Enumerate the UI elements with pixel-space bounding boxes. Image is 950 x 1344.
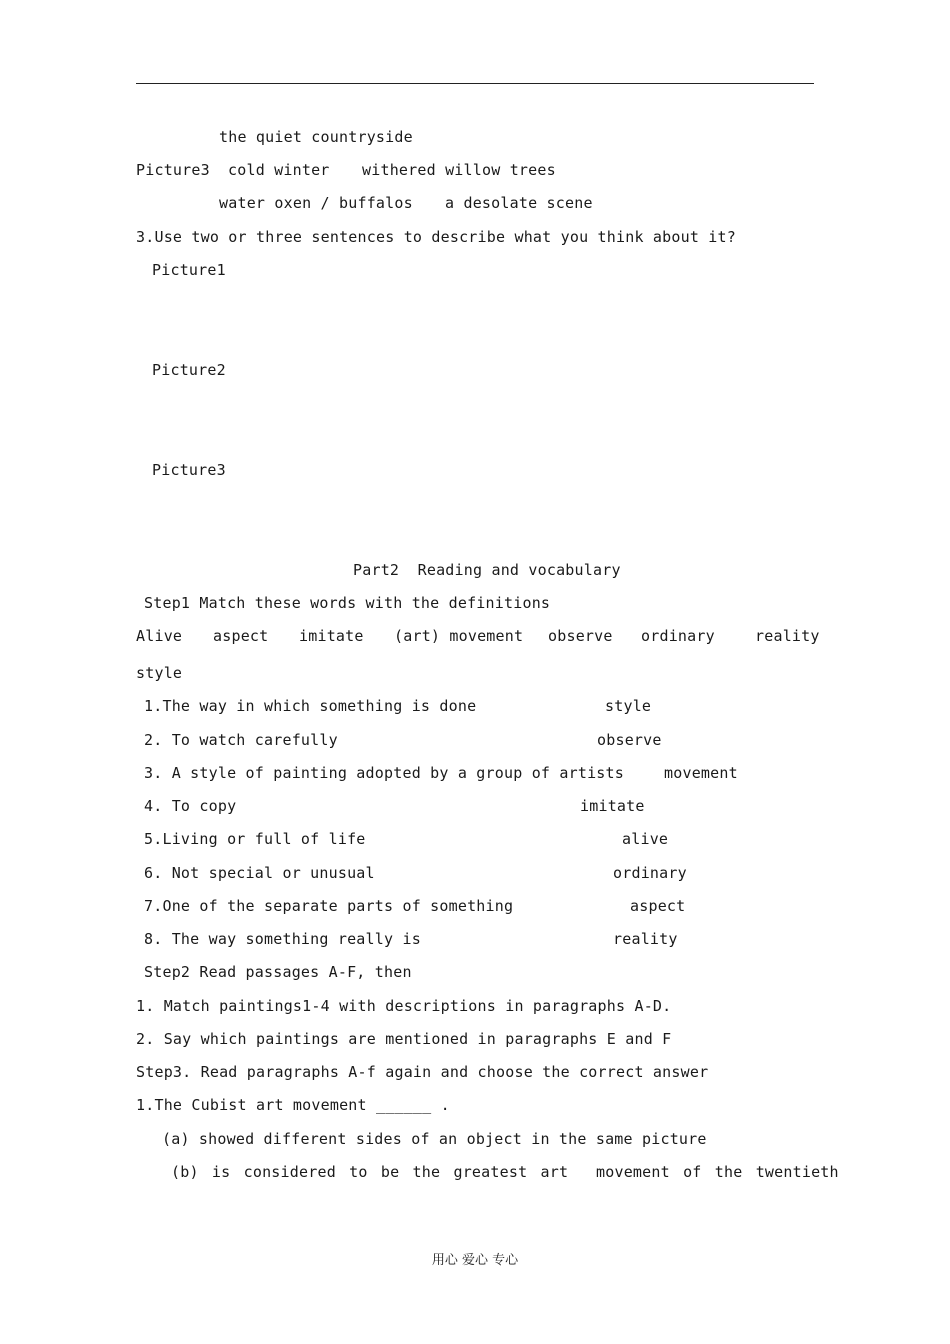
page-footer: 用心 爱心 专心 bbox=[431, 1253, 519, 1268]
countryside-line: the quiet countryside bbox=[219, 128, 413, 146]
definition-text: 7.One of the separate parts of something bbox=[144, 897, 514, 915]
definition-answer: movement bbox=[664, 764, 738, 782]
part2-title: Part2 Reading and vocabulary bbox=[353, 561, 621, 579]
q3-picture1: Picture1 bbox=[152, 261, 226, 279]
step2-heading: Step2 Read passages A-F, then bbox=[144, 963, 412, 981]
step2-item: 2. Say which paintings are mentioned in paragraphs E and F bbox=[136, 1030, 672, 1048]
definition-answer: observe bbox=[597, 731, 662, 749]
definition-answer: aspect bbox=[630, 897, 686, 915]
step3-heading: Step3. Read paragraphs A-f again and choose the correct answer bbox=[136, 1063, 709, 1081]
definition-text: 5.Living or full of life bbox=[144, 830, 366, 848]
picture3-phrase-b: withered willow trees bbox=[362, 161, 556, 179]
question1: 1.The Cubist art movement ______ . bbox=[136, 1096, 450, 1114]
definition-text: 1.The way in which something is done bbox=[144, 697, 477, 715]
picture3-phrase-d: a desolate scene bbox=[445, 194, 593, 212]
definition-answer: reality bbox=[613, 930, 678, 948]
word-bank-item: reality bbox=[755, 627, 820, 645]
q3-picture2: Picture2 bbox=[152, 361, 226, 379]
question3-prompt: 3.Use two or three sentences to describe what you think about it? bbox=[136, 228, 736, 246]
definition-answer: imitate bbox=[580, 797, 645, 815]
definition-text: 6. Not special or unusual bbox=[144, 864, 375, 882]
word-bank-item: aspect bbox=[213, 627, 269, 645]
question1-option-b-continued: movement of the twentieth bbox=[596, 1163, 839, 1181]
word-bank-item: ordinary bbox=[641, 627, 715, 645]
word-bank-item: observe bbox=[548, 627, 613, 645]
definition-text: 3. A style of painting adopted by a group of artists bbox=[144, 764, 624, 782]
definition-answer: style bbox=[605, 697, 652, 715]
step1-heading: Step1 Match these words with the definitions bbox=[144, 594, 551, 612]
word-bank-item: imitate bbox=[299, 627, 364, 645]
definition-text: 2. To watch carefully bbox=[144, 731, 338, 749]
definition-answer: ordinary bbox=[613, 864, 687, 882]
step2-item: 1. Match paintings1-4 with descriptions in paragraphs A-D. bbox=[136, 997, 672, 1015]
word-bank-item: Alive bbox=[136, 627, 183, 645]
question1-option-b: (b) is considered to be the greatest art bbox=[171, 1163, 569, 1181]
word-bank-item: style bbox=[136, 664, 183, 682]
q3-picture3: Picture3 bbox=[152, 461, 226, 479]
picture3-phrase-a: cold winter bbox=[228, 161, 330, 179]
definition-answer: alive bbox=[622, 830, 669, 848]
question1-option-a: (a) showed different sides of an object in the same picture bbox=[162, 1130, 707, 1148]
header-rule bbox=[136, 83, 814, 84]
picture3-label: Picture3 bbox=[136, 161, 210, 179]
definition-text: 4. To copy bbox=[144, 797, 237, 815]
picture3-phrase-c: water oxen / buffalos bbox=[219, 194, 413, 212]
word-bank-item: (art) movement bbox=[394, 627, 524, 645]
definition-text: 8. The way something really is bbox=[144, 930, 421, 948]
